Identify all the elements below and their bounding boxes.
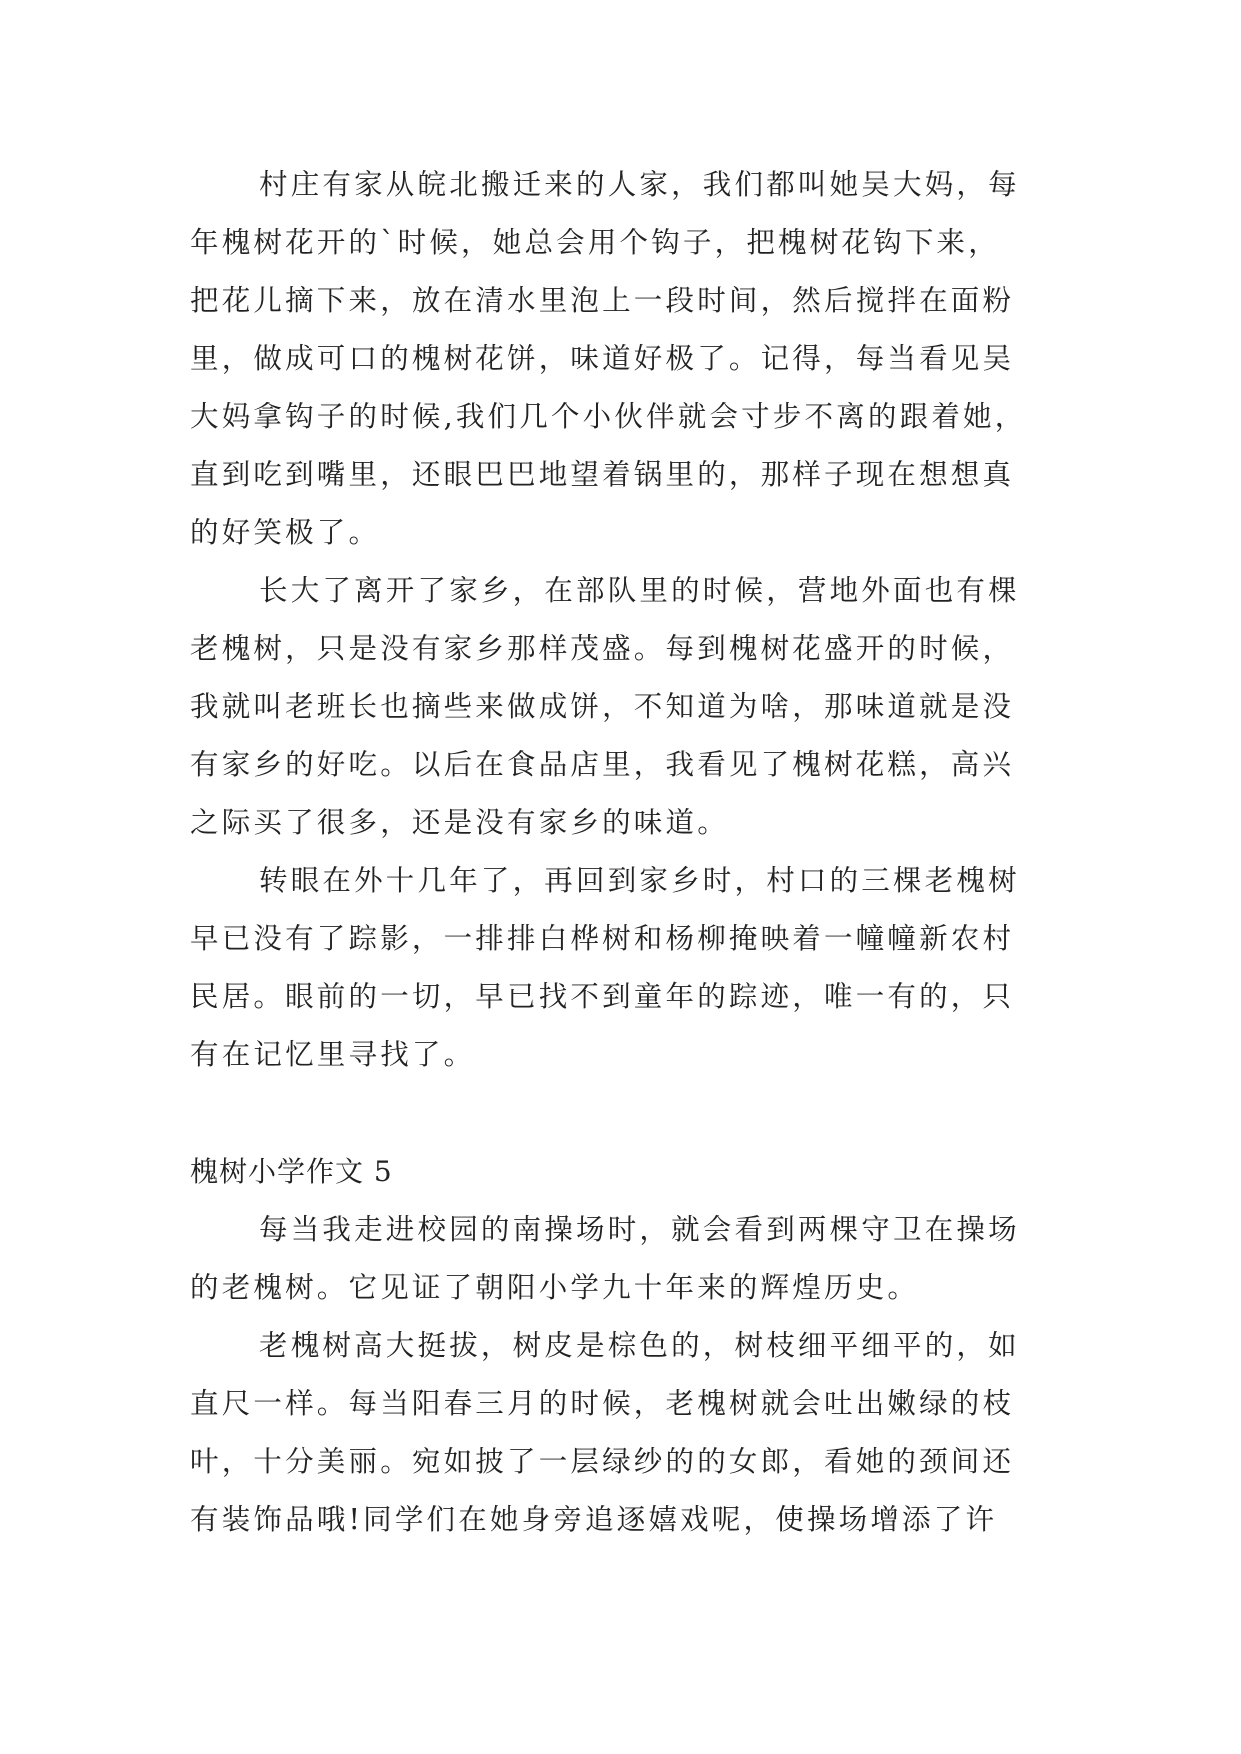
paragraph-4-line-1: 每当我走进校园的南操场时，就会看到两棵守卫在操场 <box>259 1213 1020 1246</box>
paragraph-3-line-1: 转眼在外十几年了，再回到家乡时，村口的三棵老槐树 <box>259 864 1020 897</box>
paragraph-3-line-3: 民居。眼前的一切，早已找不到童年的踪迹，唯一有的，只 <box>190 980 1015 1013</box>
paragraph-2-line-3: 我就叫老班长也摘些来做成饼，不知道为啥，那味道就是没 <box>190 690 1015 723</box>
paragraph-3-line-4: 有在记忆里寻找了。 <box>190 1038 476 1071</box>
paragraph-1-line-2: 年槐树花开的`时候，她总会用个钩子，把槐树花钩下来， <box>190 226 1000 259</box>
paragraph-1-line-4: 里，做成可口的槐树花饼，味道好极了。记得，每当看见吴 <box>190 342 1015 375</box>
paragraph-1-line-7: 的好笑极了。 <box>190 516 381 549</box>
paragraph-2-line-1: 长大了离开了家乡，在部队里的时候，营地外面也有棵 <box>259 574 1020 607</box>
paragraph-3-line-2: 早已没有了踪影，一排排白桦树和杨柳掩映着一幢幢新农村 <box>190 922 1015 955</box>
paragraph-2-line-5: 之际买了很多，还是没有家乡的味道。 <box>190 806 729 839</box>
paragraph-1-line-1: 村庄有家从皖北搬迁来的人家，我们都叫她吴大妈，每 <box>259 168 1020 201</box>
paragraph-5-line-2: 直尺一样。每当阳春三月的时候，老槐树就会吐出嫩绿的枝 <box>190 1387 1015 1420</box>
paragraph-5-line-1: 老槐树高大挺拔，树皮是棕色的，树枝细平细平的，如 <box>259 1329 1020 1362</box>
section-heading: 槐树小学作文 5 <box>190 1155 393 1188</box>
paragraph-5-line-4: 有装饰品哦!同学们在她身旁追逐嬉戏呢，使操场增添了许 <box>190 1503 998 1536</box>
paragraph-2-line-2: 老槐树，只是没有家乡那样茂盛。每到槐树花盛开的时候， <box>190 632 1015 665</box>
paragraph-1-line-5: 大妈拿钩子的时候,我们几个小伙伴就会寸步不离的跟着她， <box>190 400 1027 433</box>
paragraph-4-line-2: 的老槐树。它见证了朝阳小学九十年来的辉煌历史。 <box>190 1271 920 1304</box>
paragraph-1-line-3: 把花儿摘下来，放在清水里泡上一段时间，然后搅拌在面粉 <box>190 284 1015 317</box>
paragraph-2-line-4: 有家乡的好吃。以后在食品店里，我看见了槐树花糕，高兴 <box>190 748 1015 781</box>
paragraph-5-line-3: 叶，十分美丽。宛如披了一层绿纱的的女郎，看她的颈间还 <box>190 1445 1015 1478</box>
paragraph-1-line-6: 直到吃到嘴里，还眼巴巴地望着锅里的，那样子现在想想真 <box>190 458 1015 491</box>
